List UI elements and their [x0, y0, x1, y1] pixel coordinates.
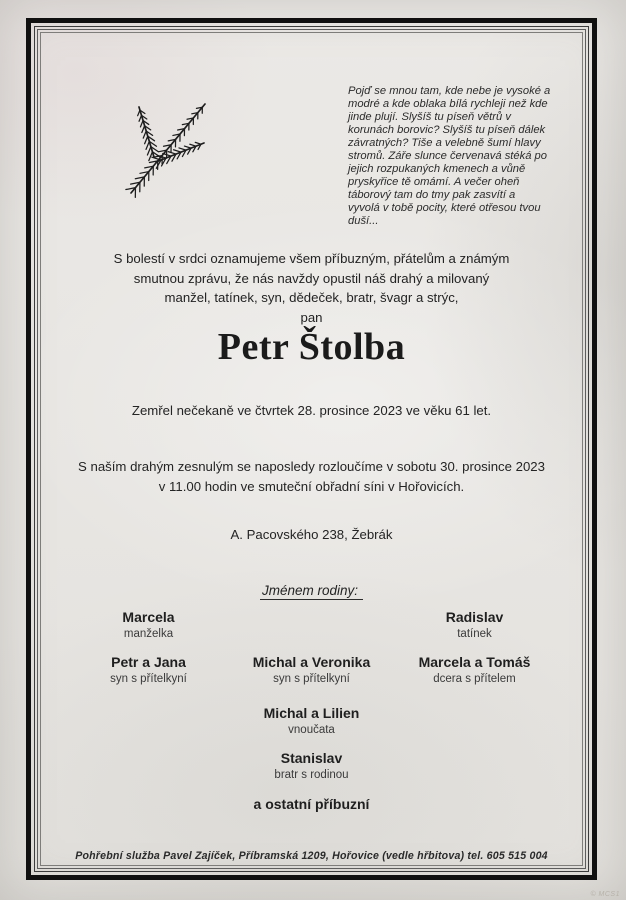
death-date-line: Zemřel nečekaně ve čtvrtek 28. prosince 2023 ve věku 61 let. — [131, 403, 492, 418]
announcement-line: manžel, tatínek, syn, dědeček, bratr, švagr a strýc, — [164, 290, 459, 305]
family-entry-son-1 — [67, 654, 230, 685]
farewell-line: S naším drahým zesnulým se naposledy rozloučíme v sobotu 30. prosince 2023 — [78, 459, 545, 474]
poem-line: duší... — [348, 215, 379, 227]
inner-frame-line-2 — [37, 29, 586, 869]
death-announcement — [41, 249, 582, 327]
family-member-name: Marcela a Tomáš — [418, 654, 531, 670]
announcement-line: smutnou zprávu, že nás navždy opustil náš drahý a milovaný — [133, 270, 490, 286]
family-member-name: Michal a Lilien — [263, 705, 360, 721]
poem-line: táborový tam do tmy pak zasvítí a — [348, 189, 516, 201]
family-row-2 — [41, 654, 582, 685]
poem-line: pryskyřice tě omámí. A večer oheň — [348, 176, 520, 188]
family-member-role: vnoučata — [288, 724, 335, 736]
family-section-heading — [41, 583, 582, 598]
funeral-service-footer: Pohřební služba Pavel Zajíček, Příbramská 1209, Hořovice (vedle hřbitova) tel. 605 515 004 — [75, 850, 548, 862]
obituary-content — [41, 33, 582, 865]
family-member-name: Stanislav — [280, 750, 343, 766]
family-member-name: Petr a Jana — [111, 654, 186, 670]
farewell-line: v 11.00 hodin ve smuteční obřadní síni v Hořovicích. — [158, 479, 465, 494]
print-watermark: © MCS1 — [590, 891, 620, 898]
family-row-1 — [41, 609, 582, 640]
family-member-role: syn s přítelkyní — [110, 673, 187, 685]
poem-line: jejich rozpukaných kmenech a vůně — [348, 163, 526, 175]
memorial-poem — [348, 85, 562, 228]
family-member-role: tatínek — [457, 628, 492, 640]
family-entry-brother — [41, 750, 582, 781]
poem-line: modré a kde oblaka bílá rychleji než kde — [348, 98, 548, 110]
family-entry-son-2 — [230, 654, 393, 685]
announcement-line: S bolestí v srdci oznamujeme všem příbuzným, přátelům a známým — [113, 251, 510, 266]
poem-line: stromů. Záře slunce červenavá stéká po — [348, 150, 547, 162]
poem-line: korunách borovic? Slyšíš tu píseň dálek — [348, 124, 546, 136]
family-member-role: manželka — [123, 628, 174, 640]
family-row-spacer — [230, 609, 393, 640]
family-closing-line: a ostatní příbuzní — [253, 796, 370, 812]
family-entry-daughter — [393, 654, 556, 685]
inner-frame-line-1 — [34, 26, 589, 872]
family-entry-father — [393, 609, 556, 640]
family-entry-wife — [67, 609, 230, 640]
poem-line: jinde plují. Slyšíš tu píseň větrů v — [348, 111, 511, 123]
deceased-name: Petr Štolba — [217, 326, 406, 368]
poem-line: závratných? Tiše a velebně šumí hlavy — [348, 137, 541, 149]
family-entry-grandchildren — [41, 705, 582, 736]
family-heading-text: Jménem rodiny: — [260, 583, 363, 600]
inner-frame-line-3 — [40, 32, 583, 866]
family-member-role: syn s přítelkyní — [273, 673, 350, 685]
family-member-name: Michal a Veronika — [252, 654, 371, 670]
family-member-name: Radislav — [445, 609, 504, 625]
poem-line: Pojď se mnou tam, kde nebe je vysoké a — [348, 85, 551, 97]
poem-line: vyvolá v tobě pocity, které otřesou tvou — [348, 202, 541, 214]
family-member-name: Marcela — [122, 609, 175, 625]
spruce-twig-icon — [97, 99, 217, 201]
outer-frame-border — [26, 18, 597, 880]
announcement-title-pan: pan — [300, 309, 323, 325]
farewell-ceremony-info — [41, 457, 582, 497]
family-member-role: dcera s přítelem — [433, 673, 516, 685]
family-member-role: bratr s rodinou — [274, 769, 349, 781]
family-address: A. Pacovského 238, Žebrák — [230, 527, 393, 542]
